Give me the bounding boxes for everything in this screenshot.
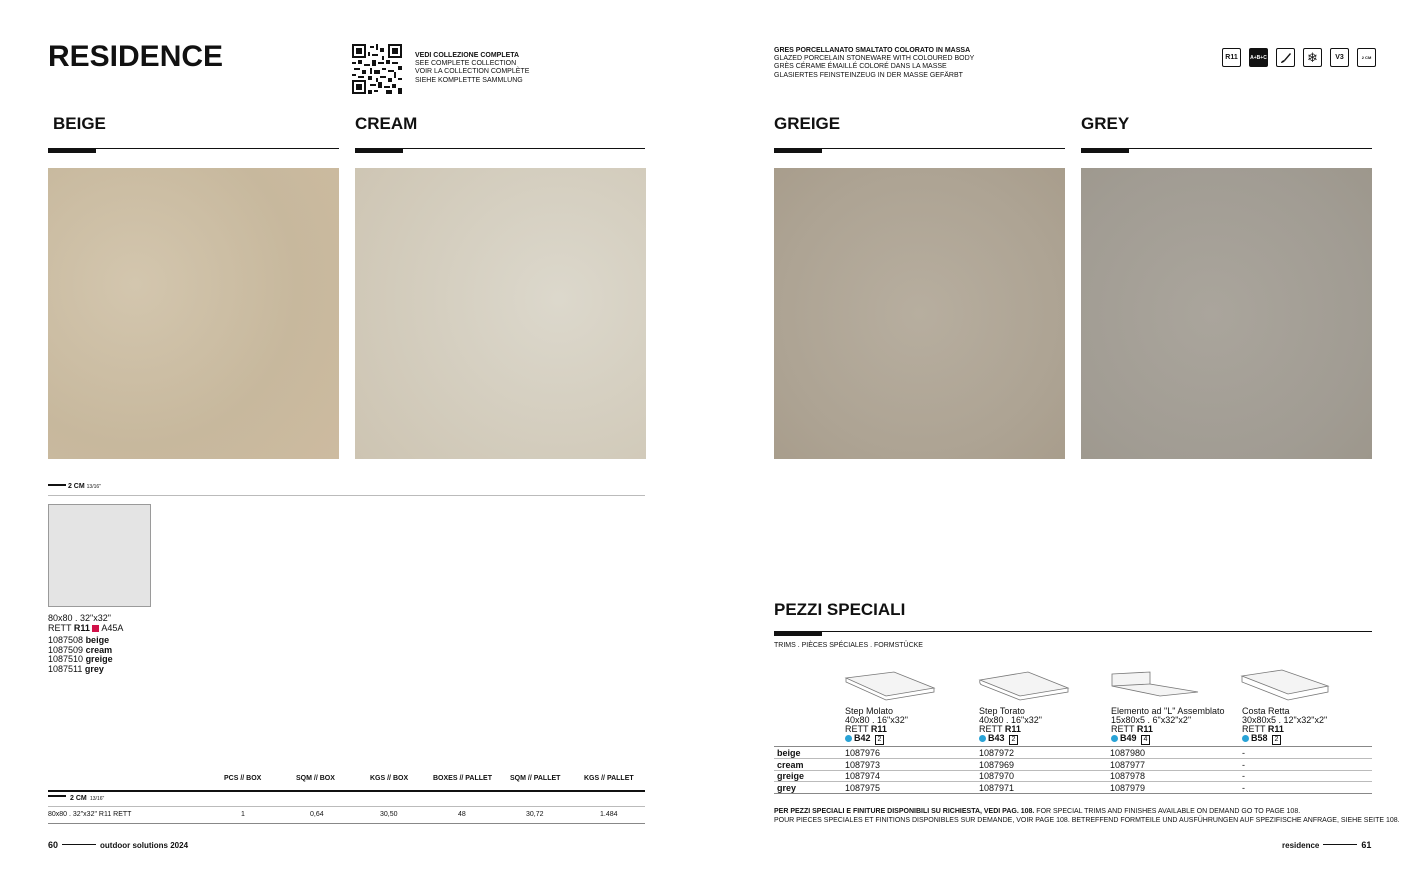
trims-row <box>774 782 1372 794</box>
cell: - <box>1242 771 1245 781</box>
trim-item <box>979 707 1042 745</box>
col-header: SQM // PALLET <box>510 775 561 782</box>
cell: 1087972 <box>979 748 1015 758</box>
rett-grade: R11 <box>73 622 90 633</box>
col-header: KGS // BOX <box>370 775 409 782</box>
snowflake-icon: ❄ <box>1303 48 1322 67</box>
row-label: 80x80 . 32"x32" R11 RETT <box>48 811 132 818</box>
cell: 1087980 <box>1110 748 1146 758</box>
brush-glyph <box>1280 52 1292 64</box>
dot-icon <box>1111 735 1118 742</box>
box-qty: 2 <box>1272 735 1282 745</box>
trim-item <box>1111 707 1224 745</box>
v3-icon: V3 <box>1330 48 1349 67</box>
color-name-beige: BEIGE <box>53 114 106 133</box>
rett-extra: A45A <box>101 622 124 633</box>
material-line: GRÈS CÉRAME ÉMAILLÉ COLORÉ DANS LA MASSE <box>774 63 947 71</box>
cell: 1087977 <box>1110 760 1146 770</box>
trims-subtitle: TRIMS . PIÈCES SPÉCIALES . FORMSTÜCKE <box>774 642 923 649</box>
format-rett <box>48 624 123 634</box>
col-header: KGS // PALLET <box>584 775 634 782</box>
cell: - <box>1242 748 1245 758</box>
tile-image-grey <box>1081 168 1372 459</box>
feature-icons <box>1222 48 1376 67</box>
cell: 30,50 <box>380 811 398 818</box>
trim-grade: R11 <box>1004 724 1021 734</box>
trim-size: 40x80 . 16"x32" <box>979 715 1042 725</box>
trim-name: Step Torato <box>979 706 1025 716</box>
row-color: cream <box>777 760 804 770</box>
rett-prefix: RETT <box>48 622 72 633</box>
cell: 1087976 <box>845 748 881 758</box>
box-qty: 4 <box>1141 735 1151 745</box>
cell: - <box>1242 760 1245 770</box>
abc-icon <box>1249 48 1268 67</box>
cell: 48 <box>458 811 466 818</box>
divider <box>48 495 645 496</box>
page-number: 60 <box>48 840 59 850</box>
cell: - <box>1242 783 1245 793</box>
trim-grade: R11 <box>1136 724 1153 734</box>
material-line: GRES PORCELLANATO SMALTATO COLORATO IN MASSA <box>774 47 971 54</box>
code: 1087509 <box>48 644 84 655</box>
section-sub: 13/16" <box>90 796 105 802</box>
col-header: PCS // BOX <box>224 775 262 782</box>
trim-name: Costa Retta <box>1242 706 1290 716</box>
thickness-label <box>48 483 101 490</box>
code-color: grey <box>84 663 104 674</box>
packing-section <box>48 792 645 807</box>
trim-code: B42 <box>854 733 871 743</box>
trim-rett: RETT <box>979 724 1003 734</box>
packing-table <box>48 772 645 824</box>
r11-icon: R11 <box>1222 48 1241 67</box>
color-name-cream: CREAM <box>355 114 418 133</box>
l-element-icon <box>1110 670 1202 702</box>
dot-icon <box>979 735 986 742</box>
cell: 1087973 <box>845 760 881 770</box>
footer-left <box>48 840 188 850</box>
cell: 1087978 <box>1110 771 1146 781</box>
note-line: POUR PIECES SPECIALES ET FINITIONS DISPONIBLES SUR DEMANDE, VOIR PAGE 108. BETREFFEND FORMTEILE UND AUSFÜHRUNGEN AUF SPEZIFISCHE ANFRAGE, SIEHE SEITE 108. <box>774 816 1400 824</box>
col-header: SQM // BOX <box>296 775 335 782</box>
cell: 0,64 <box>310 811 324 818</box>
trim-rett: RETT <box>845 724 869 734</box>
footer-rule <box>1323 844 1357 845</box>
accent-bar <box>1081 149 1129 153</box>
tile-image-beige <box>48 168 339 459</box>
trims-row <box>774 770 1372 782</box>
box-qty: 2 <box>875 735 885 745</box>
note-en: FOR SPECIAL TRIMS AND FINISHES AVAILABLE ON DEMAND GO TO PAGE 108. <box>1034 808 1301 815</box>
packing-header <box>48 772 645 788</box>
color-name-greige: GREIGE <box>774 114 841 133</box>
cell: 1087974 <box>845 771 881 781</box>
trim-size: 30x80x5 . 12"x32"x2" <box>1242 715 1328 725</box>
qr-line: SEE COMPLETE COLLECTION <box>415 60 517 68</box>
cell: 1087971 <box>979 783 1015 793</box>
accent-bar <box>774 149 822 153</box>
cell: 1 <box>241 811 245 818</box>
trim-size: 40x80 . 16"x32" <box>845 715 908 725</box>
cell: 30,72 <box>526 811 544 818</box>
code-row <box>48 665 123 675</box>
code-color: cream <box>85 644 113 655</box>
trim-name: Step Molato <box>845 706 894 716</box>
box-qty: 2 <box>1009 735 1019 745</box>
accent-bar <box>48 149 96 153</box>
footer-rule <box>62 844 96 845</box>
cell: 1087979 <box>1110 783 1146 793</box>
tile-image-greige <box>774 168 1065 459</box>
material-description <box>774 47 974 80</box>
indicator-square-icon <box>92 625 99 632</box>
trims-note <box>774 808 1400 825</box>
trim-code: B43 <box>988 733 1005 743</box>
col-header: BOXES // PALLET <box>433 775 492 782</box>
costa-retta-icon <box>1240 668 1332 702</box>
material-line: GLAZED PORCELAIN STONEWARE WITH COLOURED BODY <box>774 55 975 63</box>
accent-bar <box>355 149 403 153</box>
section-label: 2 CM <box>70 795 87 802</box>
trim-code: B49 <box>1120 733 1137 743</box>
trims-row <box>774 747 1372 759</box>
trim-size: 15x80x5 . 6"x32"x2" <box>1111 715 1192 725</box>
trim-code: B58 <box>1251 733 1268 743</box>
trim-grade: R11 <box>870 724 887 734</box>
divider <box>774 631 1372 632</box>
page-number: 61 <box>1361 840 1372 850</box>
trim-item <box>1242 707 1327 745</box>
tile-image-cream <box>355 168 646 459</box>
format-codes <box>48 614 123 674</box>
trim-item <box>845 707 908 745</box>
trim-grade: R11 <box>1267 724 1284 734</box>
packing-row <box>48 807 645 824</box>
collection-link-text[interactable] <box>415 52 529 85</box>
footer-label: residence <box>1282 841 1320 850</box>
code: 1087508 <box>48 635 84 645</box>
thickness-value: 2 CM <box>67 483 85 490</box>
trim-name: Elemento ad "L" Assemblato <box>1111 706 1225 716</box>
footer-right <box>1282 840 1371 850</box>
code: 1087510 <box>48 654 84 664</box>
thickness-glyph <box>48 795 66 797</box>
trims-title: PEZZI SPECIALI <box>774 600 906 619</box>
dot-icon <box>845 735 852 742</box>
step-torato-icon <box>978 670 1070 702</box>
row-color: greige <box>777 771 805 781</box>
qr-line: VEDI COLLEZIONE COMPLETA <box>415 52 520 59</box>
accent-bar <box>774 632 822 636</box>
cell: 1.484 <box>600 811 618 818</box>
abc-label: A+B+C <box>1250 54 1267 61</box>
code-color: greige <box>85 654 113 664</box>
code-color: beige <box>85 635 110 645</box>
note-bold: PER PEZZI SPECIALI E FINITURE DISPONIBILI SU RICHIESTA, VEDI PAG. 108. <box>774 808 1035 815</box>
format-size: 80x80 . 32"x32" <box>48 613 111 623</box>
trim-rett: RETT <box>1242 724 1266 734</box>
qr-line: VOIR LA COLLECTION COMPLÈTE <box>415 68 530 76</box>
color-name-grey: GREY <box>1081 114 1130 133</box>
trim-rett: RETT <box>1111 724 1135 734</box>
cell: 1087969 <box>979 760 1015 770</box>
thickness-glyph <box>48 484 66 486</box>
format-tile <box>48 504 151 607</box>
footer-label: outdoor solutions 2024 <box>100 841 189 850</box>
dot-icon <box>1242 735 1249 742</box>
brush-icon <box>1276 48 1295 67</box>
material-line: GLASIERTES FEINSTEINZEUG IN DER MASSE GEFÄRBT <box>774 71 963 79</box>
row-color: beige <box>777 748 801 758</box>
thickness-icon <box>1357 48 1376 67</box>
code: 1087511 <box>48 663 83 674</box>
step-molato-icon <box>844 670 936 702</box>
thickness-icon-label: 2 CM <box>1361 55 1372 60</box>
row-color: grey <box>777 783 797 793</box>
page-title: RESIDENCE <box>48 40 224 73</box>
thickness-sub: 13/16" <box>86 484 101 490</box>
cell: 1087975 <box>845 783 881 793</box>
cell: 1087970 <box>979 771 1015 781</box>
qr-line: SIEHE KOMPLETTE SAMMLUNG <box>415 76 523 84</box>
qr-code-icon[interactable] <box>352 44 402 94</box>
